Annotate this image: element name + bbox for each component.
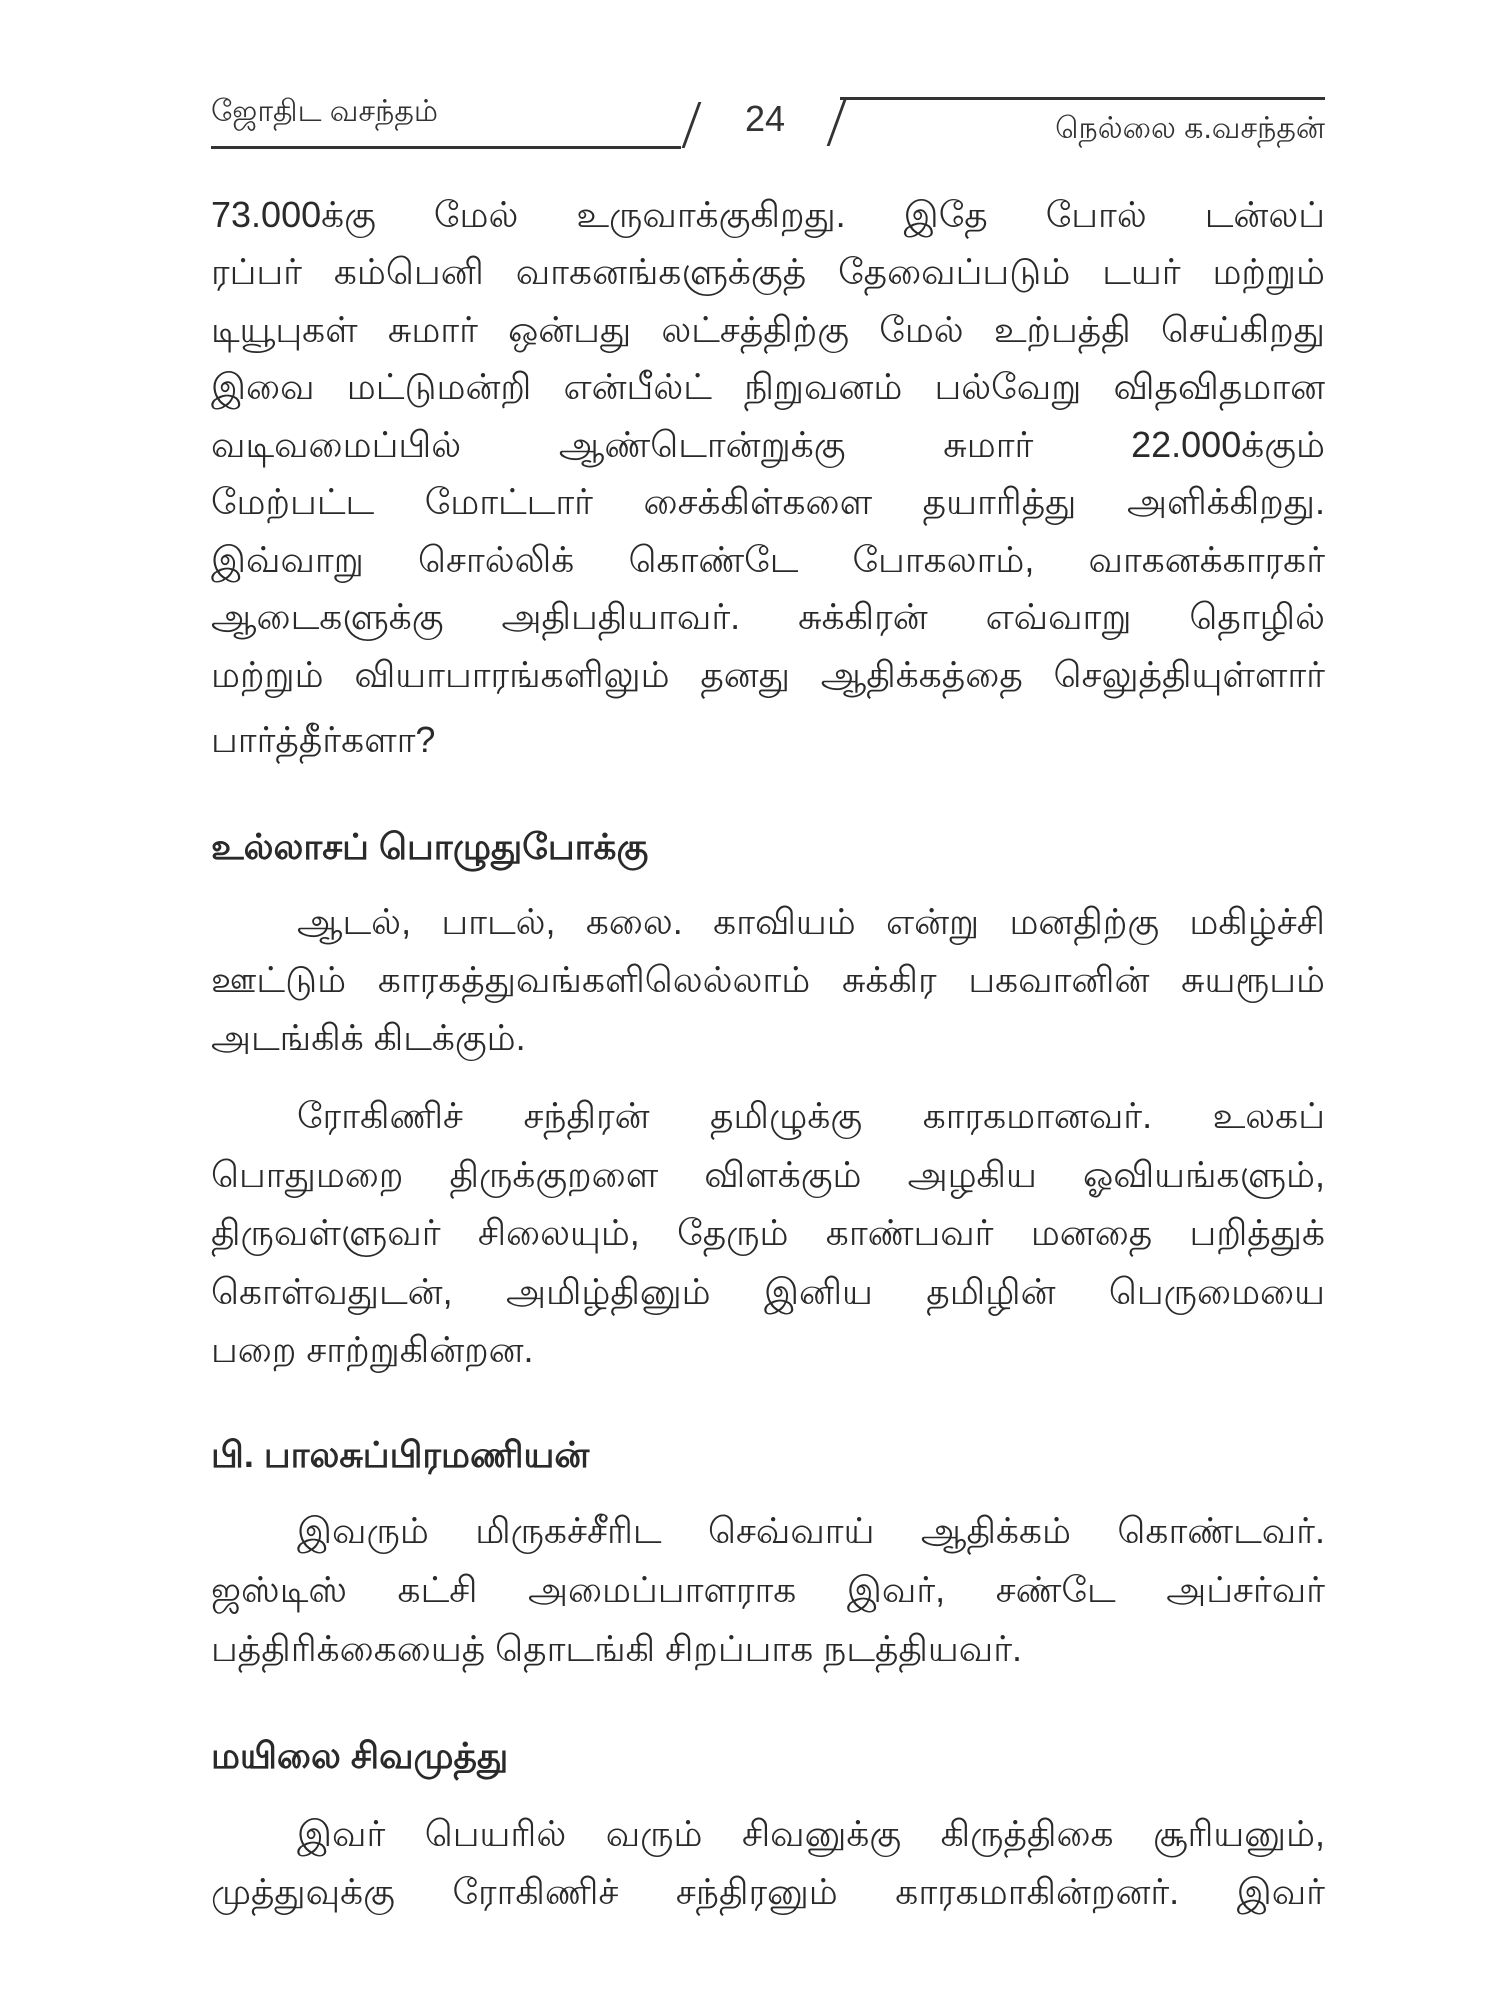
text-line: அடங்கிக் கிடக்கும்.: [211, 1017, 526, 1058]
text-line: முத்துவுக்கு ரோகிணிச் சந்திரனும் காரகமாகின்றனர். இவர்: [211, 1871, 1325, 1912]
text-line: ரோகிணிச் சந்திரன் தமிழுக்கு காரகமானவர். உலகப்: [297, 1095, 1325, 1136]
text-line: இவ்வாறு சொல்லிக் கொண்டே போகலாம், வாகனக்காரகர்: [211, 539, 1325, 580]
text-line: மேற்பட்ட மோட்டார் சைக்கிள்களை தயாரித்து அளிக்கிறது.: [211, 481, 1325, 522]
text-line: ஆடல், பாடல், கலை. காவியம் என்று மனதிற்கு மகிழ்ச்சி: [297, 901, 1325, 942]
text-line: பார்த்தீர்களா?: [211, 719, 436, 760]
text-line: பத்திரிக்கையைத் தொடங்கி சிறப்பாக நடத்தியவர்.: [211, 1628, 1023, 1669]
header-slash-left: [682, 102, 702, 148]
page-number: 24: [745, 98, 786, 139]
text-line: இவர் பெயரில் வரும் சிவனுக்கு கிருத்திகை சூரியனும்,: [297, 1813, 1325, 1854]
text-line: டியூபுகள் சுமார் ஒன்பது லட்சத்திற்கு மேல் உற்பத்தி செய்கிறது: [211, 309, 1325, 350]
text-line: ஊட்டும் காரகத்துவங்களிலெல்லாம் சுக்கிர பகவானின் சுயரூபம்: [211, 959, 1325, 1000]
section-heading: மயிலை சிவமுத்து: [211, 1735, 509, 1776]
header-rule-left: [211, 146, 681, 149]
section-heading: உல்லாசப் பொழுதுபோக்கு: [211, 826, 649, 867]
book-title: ஜோதிட வசந்தம்: [211, 95, 439, 128]
text-line: ஜஸ்டிஸ் கட்சி அமைப்பாளராக இவர், சண்டே அப்சர்வர்: [211, 1569, 1325, 1610]
section-heading: பி. பாலசுப்பிரமணியன்: [211, 1434, 590, 1475]
text-line: பறை சாற்றுகின்றன.: [211, 1329, 534, 1370]
text-line: ரப்பர் கம்பெனி வாகனங்களுக்குத் தேவைப்படும் டயர் மற்றும்: [211, 251, 1325, 292]
text-line: வடிவமைப்பில் ஆண்டொன்றுக்கு சுமார் 22.000க்கும்: [211, 424, 1325, 465]
text-line: இவை மட்டுமன்றி என்பீல்ட் நிறுவனம் பல்வேறு விதவிதமான: [211, 366, 1325, 407]
text-line: 73.000க்கு மேல் உருவாக்குகிறது. இதே போல் டன்லப்: [211, 194, 1325, 235]
text-line: கொள்வதுடன், அமிழ்தினும் இனிய தமிழின் பெருமையை: [211, 1271, 1325, 1312]
text-line: ஆடைகளுக்கு அதிபதியாவர். சுக்கிரன் எவ்வாறு தொழில்: [211, 596, 1325, 637]
text-line: இவரும் மிருகச்சீரிட செவ்வாய் ஆதிக்கம் கொண்டவர்.: [297, 1510, 1325, 1551]
header-slash-right: [827, 100, 847, 146]
text-line: திருவள்ளுவர் சிலையும், தேரும் காண்பவர் மனதை பறித்துக்: [211, 1212, 1325, 1253]
text-line: பொதுமறை திருக்குறளை விளக்கும் அழகிய ஓவியங்களும்,: [211, 1154, 1325, 1195]
text-line: மற்றும் வியாபாரங்களிலும் தனது ஆதிக்கத்தை செலுத்தியுள்ளார்: [211, 654, 1325, 695]
author-name: நெல்லை க.வசந்தன்: [1055, 112, 1325, 145]
header-rule-right: [840, 97, 1325, 100]
